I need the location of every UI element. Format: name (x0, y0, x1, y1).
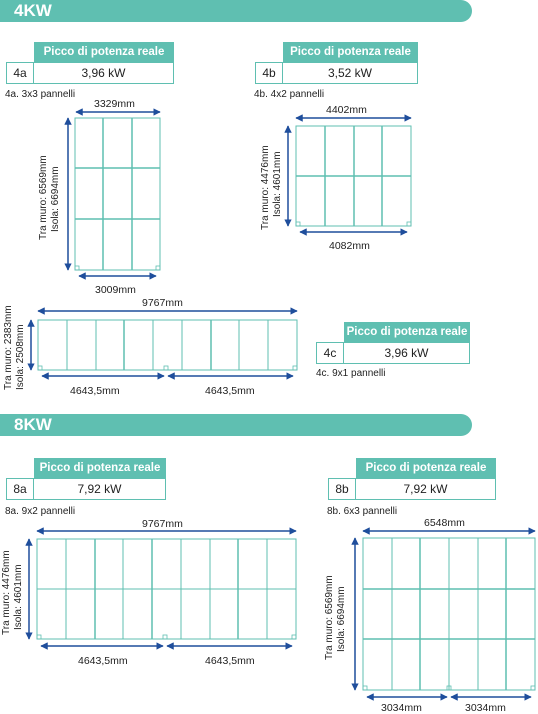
config-caption: 8a. 9x2 pannelli (5, 506, 76, 517)
width-label-top: 3329mm (94, 98, 135, 110)
config-caption: 4b. 4x2 pannelli (254, 89, 325, 100)
table-header: Picco di potenza reale (34, 42, 174, 62)
dimension-arrows-8b (355, 531, 535, 697)
table-header: Picco di potenza reale (283, 42, 418, 62)
height-label-inner: Isola: 4601mm (13, 564, 24, 630)
width-label-bottom: 4082mm (329, 240, 370, 252)
width-label-top: 6548mm (424, 517, 465, 529)
dimension-arrows-4b (288, 118, 411, 232)
table-header: Picco di potenza reale (34, 458, 166, 478)
height-label-inner: Isola: 2508mm (15, 324, 26, 390)
panel-grid-4b (296, 126, 411, 226)
width-label-right: 3034mm (465, 702, 506, 714)
config-code: 4b (255, 62, 283, 84)
power-value: 3,96 kW (34, 62, 174, 84)
panel-grid-4c (38, 320, 297, 370)
height-label-outer: Tra muro: 2383mm (3, 305, 14, 390)
power-value: 3,96 kW (344, 342, 470, 364)
power-value: 7,92 kW (356, 478, 496, 500)
panel-grid-4a (75, 118, 160, 270)
height-label-outer: Tra muro: 6569mm (38, 155, 49, 240)
dimension-arrows-4a (68, 112, 160, 276)
width-label-bottom: 3009mm (95, 284, 136, 296)
config-caption: 4c. 9x1 pannelli (316, 368, 386, 379)
height-label-inner: Isola: 6694mm (50, 166, 61, 232)
width-label-left: 4643,5mm (78, 655, 128, 667)
config-code: 8a (6, 478, 34, 500)
config-code: 8b (328, 478, 356, 500)
config-code: 4c (316, 342, 344, 364)
config-code: 4a (6, 62, 34, 84)
height-label-inner: Isola: 6694mm (336, 586, 347, 652)
height-label-outer: Tra muro: 6569mm (324, 575, 335, 660)
height-label-outer: Tra muro: 4476mm (260, 145, 271, 230)
height-label-inner: Isola: 4601mm (272, 151, 283, 217)
width-label-top: 9767mm (142, 518, 183, 530)
width-label-right: 4643,5mm (205, 655, 255, 667)
width-label-right: 4643,5mm (205, 385, 255, 397)
section-title: 8KW (14, 415, 52, 434)
width-label-top: 4402mm (326, 104, 367, 116)
power-value: 7,92 kW (34, 478, 166, 500)
power-value: 3,52 kW (283, 62, 418, 84)
config-caption: 4a. 3x3 pannelli (5, 89, 76, 100)
config-caption: 8b. 6x3 pannelli (327, 506, 398, 517)
width-label-top: 9767mm (142, 297, 183, 309)
width-label-left: 3034mm (381, 702, 422, 714)
panel-grid-8b (363, 538, 535, 690)
table-header: Picco di potenza reale (344, 322, 470, 342)
panel-grid-8a (37, 539, 296, 639)
width-label-left: 4643,5mm (70, 385, 120, 397)
section-title: 4KW (14, 1, 52, 20)
height-label-outer: Tra muro: 4476mm (1, 550, 12, 635)
table-header: Picco di potenza reale (356, 458, 496, 478)
